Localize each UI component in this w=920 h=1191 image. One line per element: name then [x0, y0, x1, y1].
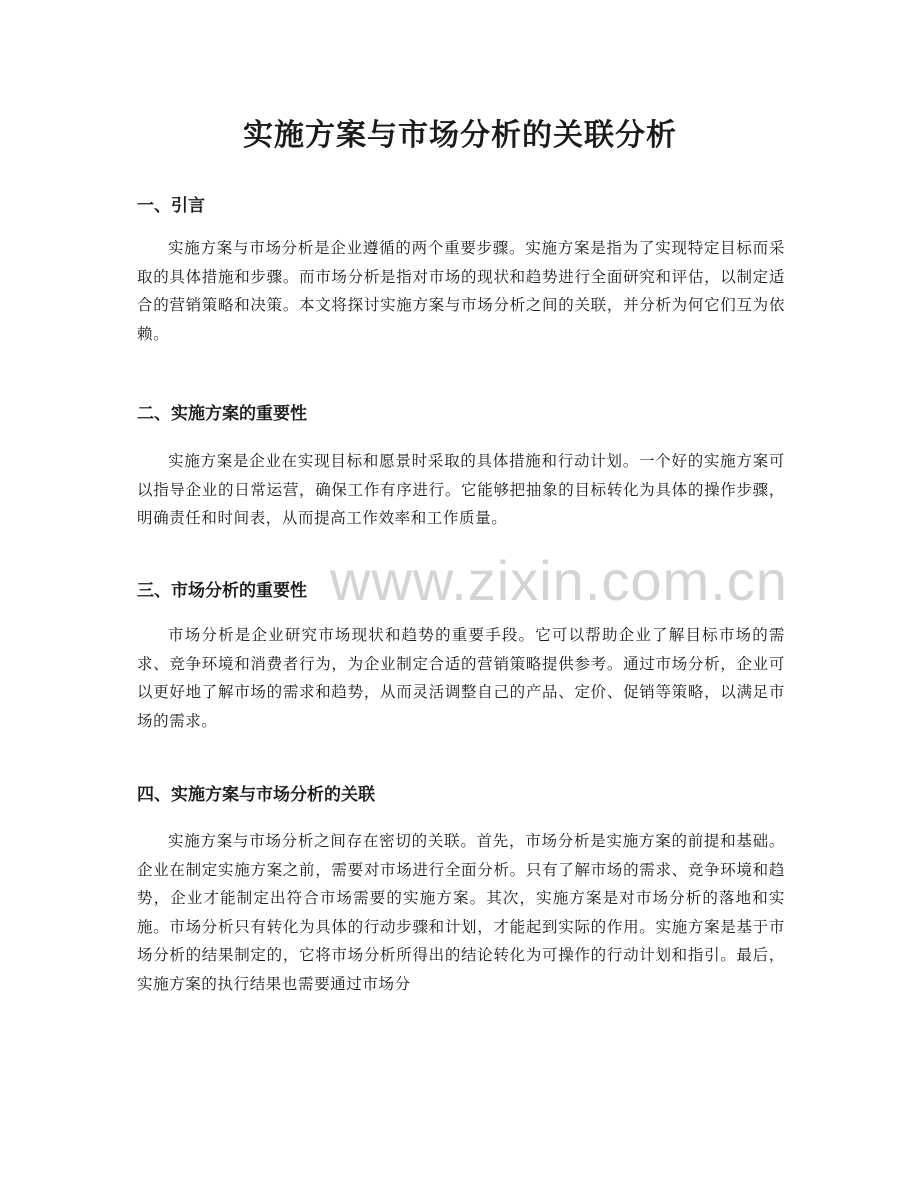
section-paragraph-relationship: 实施方案与市场分析之间存在密切的关联。首先，市场分析是实施方案的前提和基础。企业在制定实施方案之前，需要对市场进行全面分析。只有了解市场的需求、竞争环境和趋势，企业才能制定出符合市场需要的实施方案。其次，实施方案是对市场分析的落地和实施。市场分析只有转化为具体的行动步骤和计划，才能起到实际的作用。实施方案是基于市场分析的结果制定的，它将市场分析所得出的结论转化为可操作的行动计划和指引。最后，实施方案的执行结果也需要通过市场分 — [137, 832, 785, 993]
document-title: 实施方案与市场分析的关联分析 — [243, 118, 677, 153]
section-heading-market-analysis-importance: 三、市场分析的重要性 — [137, 581, 307, 601]
section-heading-implementation-importance: 二、实施方案的重要性 — [137, 404, 307, 424]
section-heading-introduction: 一、引言 — [137, 196, 205, 216]
watermark: www.zixin.com.cn — [330, 549, 788, 612]
section-paragraph-implementation-importance: 实施方案是企业在实现目标和愿景时采取的具体措施和行动计划。一个好的实施方案可以指导企业的日常运营，确保工作有序进行。它能够把抽象的目标转化为具体的操作步骤，明确责任和时间表，从而提高工作效率和工作质量。 — [137, 452, 785, 527]
section-heading-relationship: 四、实施方案与市场分析的关联 — [137, 785, 375, 805]
section-paragraph-market-analysis-importance: 市场分析是企业研究市场现状和趋势的重要手段。它可以帮助企业了解目标市场的需求、竞争环境和消费者行为，为企业制定合适的营销策略提供参考。通过市场分析，企业可以更好地了解市场的需求和趋势，从而灵活调整自己的产品、定价、促销等策略，以满足市场的需求。 — [137, 626, 785, 730]
section-paragraph-introduction: 实施方案与市场分析是企业遵循的两个重要步骤。实施方案是指为了实现特定目标而采取的具体措施和步骤。而市场分析是指对市场的现状和趋势进行全面研究和评估，以制定适合的营销策略和决策。本文将探讨实施方案与市场分析之间的关联，并分析为何它们互为依赖。 — [137, 239, 785, 343]
